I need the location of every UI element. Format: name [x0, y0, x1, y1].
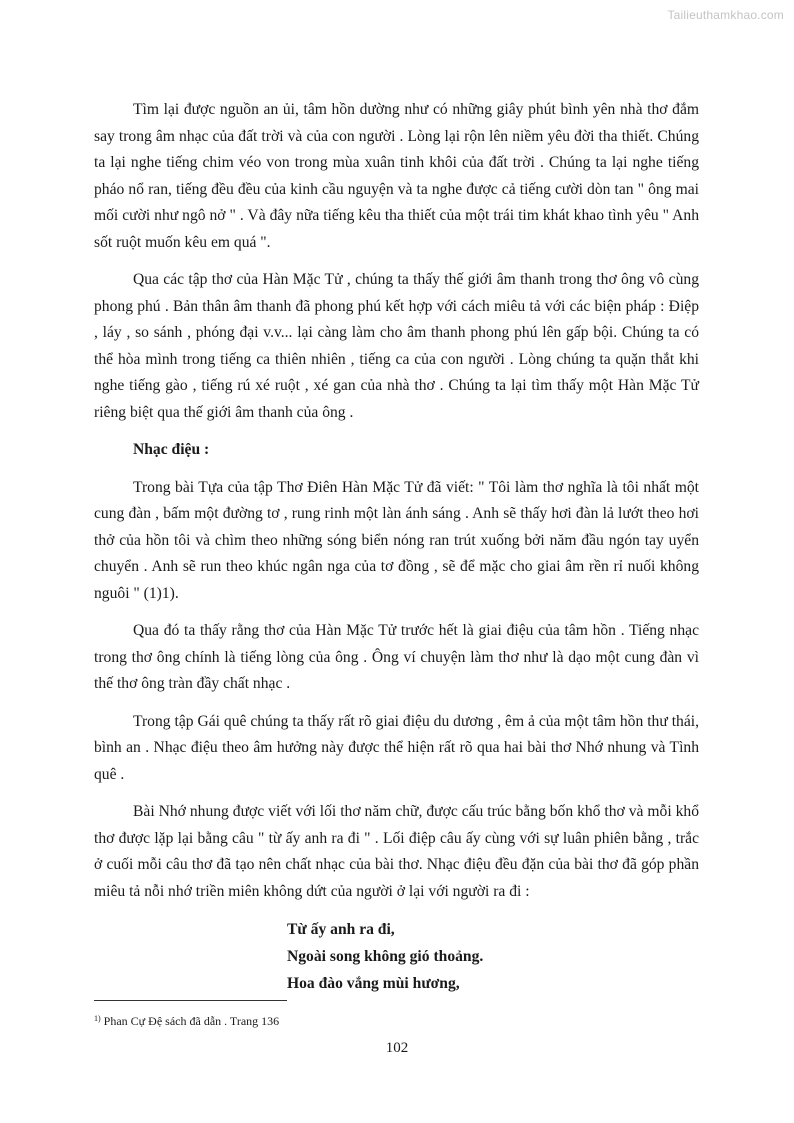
paragraph: Qua đó ta thấy rằng thơ của Hàn Mặc Tử trước hết là giai điệu của tâm hồn . Tiếng nhạc trong thơ ông chính là tiếng lòng của ông . Ông ví chuyện làm thơ như là dạo một cung đàn vì thế thơ ông tràn đầy chất nhạc . — [94, 622, 699, 692]
poem-line: Ngoài song không gió thoảng. — [287, 948, 484, 965]
paragraph: Tìm lại được nguồn an ủi, tâm hồn dường như có những giây phút bình yên nhà thơ đắm say trong âm nhạc của đất trời và của con người . Lòng lại rộn lên niềm yêu đời tha thiết. Chúng ta lại nghe tiếng chim véo von trong mùa xuân tinh khôi của đất trời . Chúng ta lại nghe tiếng pháo nổ ran, tiếng đều đều của kinh cầu nguyện và ta nghe được cả tiếng cười dòn tan " ông mai mối cười như ngô nở " . Và đây nữa tiếng kêu tha thiết của một trái tim khát khao tình yêu " Anh sốt ruột muốn kêu em quá ". — [94, 101, 699, 251]
poem-excerpt — [94, 916, 699, 997]
paragraph: Trong bài Tựa của tập Thơ Điên Hàn Mặc Tử đã viết: " Tôi làm thơ nghĩa là tôi nhất một cung đàn , bấm một đường tơ , rung rinh một làn ánh sáng . Anh sẽ thấy hơi đàn lả lướt theo hơi thở của hồn tôi và chìm theo những sóng biển nóng ran trút xuống bởi năm đầu ngón tay uyển chuyển . Anh sẽ run theo khúc ngân nga của tơ đồng , sẽ để mặc cho giai âm rền rỉ nuối không nguôi " (1)1). — [94, 478, 699, 602]
footnote-text: Phan Cự Đệ sách đã dẫn . Trang 136 — [103, 1014, 280, 1028]
page-number: 102 — [385, 1040, 409, 1056]
paragraph: Qua các tập thơ của Hàn Mặc Tử , chúng ta thấy thế giới âm thanh trong thơ ông vô cùng phong phú . Bản thân âm thanh đã phong phú kết hợp với cách miêu tả với các biện pháp : Điệp , láy , so sánh , phóng đại v.v... lại càng làm cho âm thanh phong phú lên gấp bội. Chúng ta có thể hòa mình trong tiếng ca thiên nhiên , tiếng ca của con người . Lòng chúng ta quặn thắt khi nghe tiếng gào , tiếng rú xé ruột , xé gan của nhà thơ . Chúng ta lại tìm thấy một Hàn Mặc Tử riêng biệt qua thế giới âm thanh của ông . — [94, 271, 699, 421]
poem-line: Từ ấy anh ra đi, — [287, 921, 395, 938]
footnote-divider — [94, 1000, 287, 1001]
page-body — [94, 97, 699, 997]
footnote-marker: 1) — [94, 1014, 101, 1023]
watermark: Tailieuthamkhao.com — [667, 8, 784, 22]
section-heading: Nhạc điệu : — [133, 441, 210, 458]
paragraph: Trong tập Gái quê chúng ta thấy rất rõ giai điệu du dương , êm ả của một tâm hồn thư thái, bình an . Nhạc điệu theo âm hưởng này được thể hiện rất rõ qua hai bài thơ Nhớ nhung và Tình quê . — [94, 712, 699, 783]
poem-line: Hoa đào vắng mùi hương, — [287, 975, 460, 992]
paragraph: Bài Nhớ nhung được viết với lối thơ năm chữ, được cấu trúc bằng bốn khổ thơ và mỗi khổ thơ được lặp lại bằng câu " từ ấy anh ra đi " . Lối điệp câu ấy cùng với sự luân phiên bằng , trắc ở cuối mỗi câu thơ đã tạo nên chất nhạc của bài thơ. Nhạc điệu đều đặn của bài thơ đã góp phần miêu tả nỗi nhớ triền miên không dứt của người ở lại với người ra đi : — [94, 803, 699, 900]
footnote — [94, 1011, 279, 1029]
